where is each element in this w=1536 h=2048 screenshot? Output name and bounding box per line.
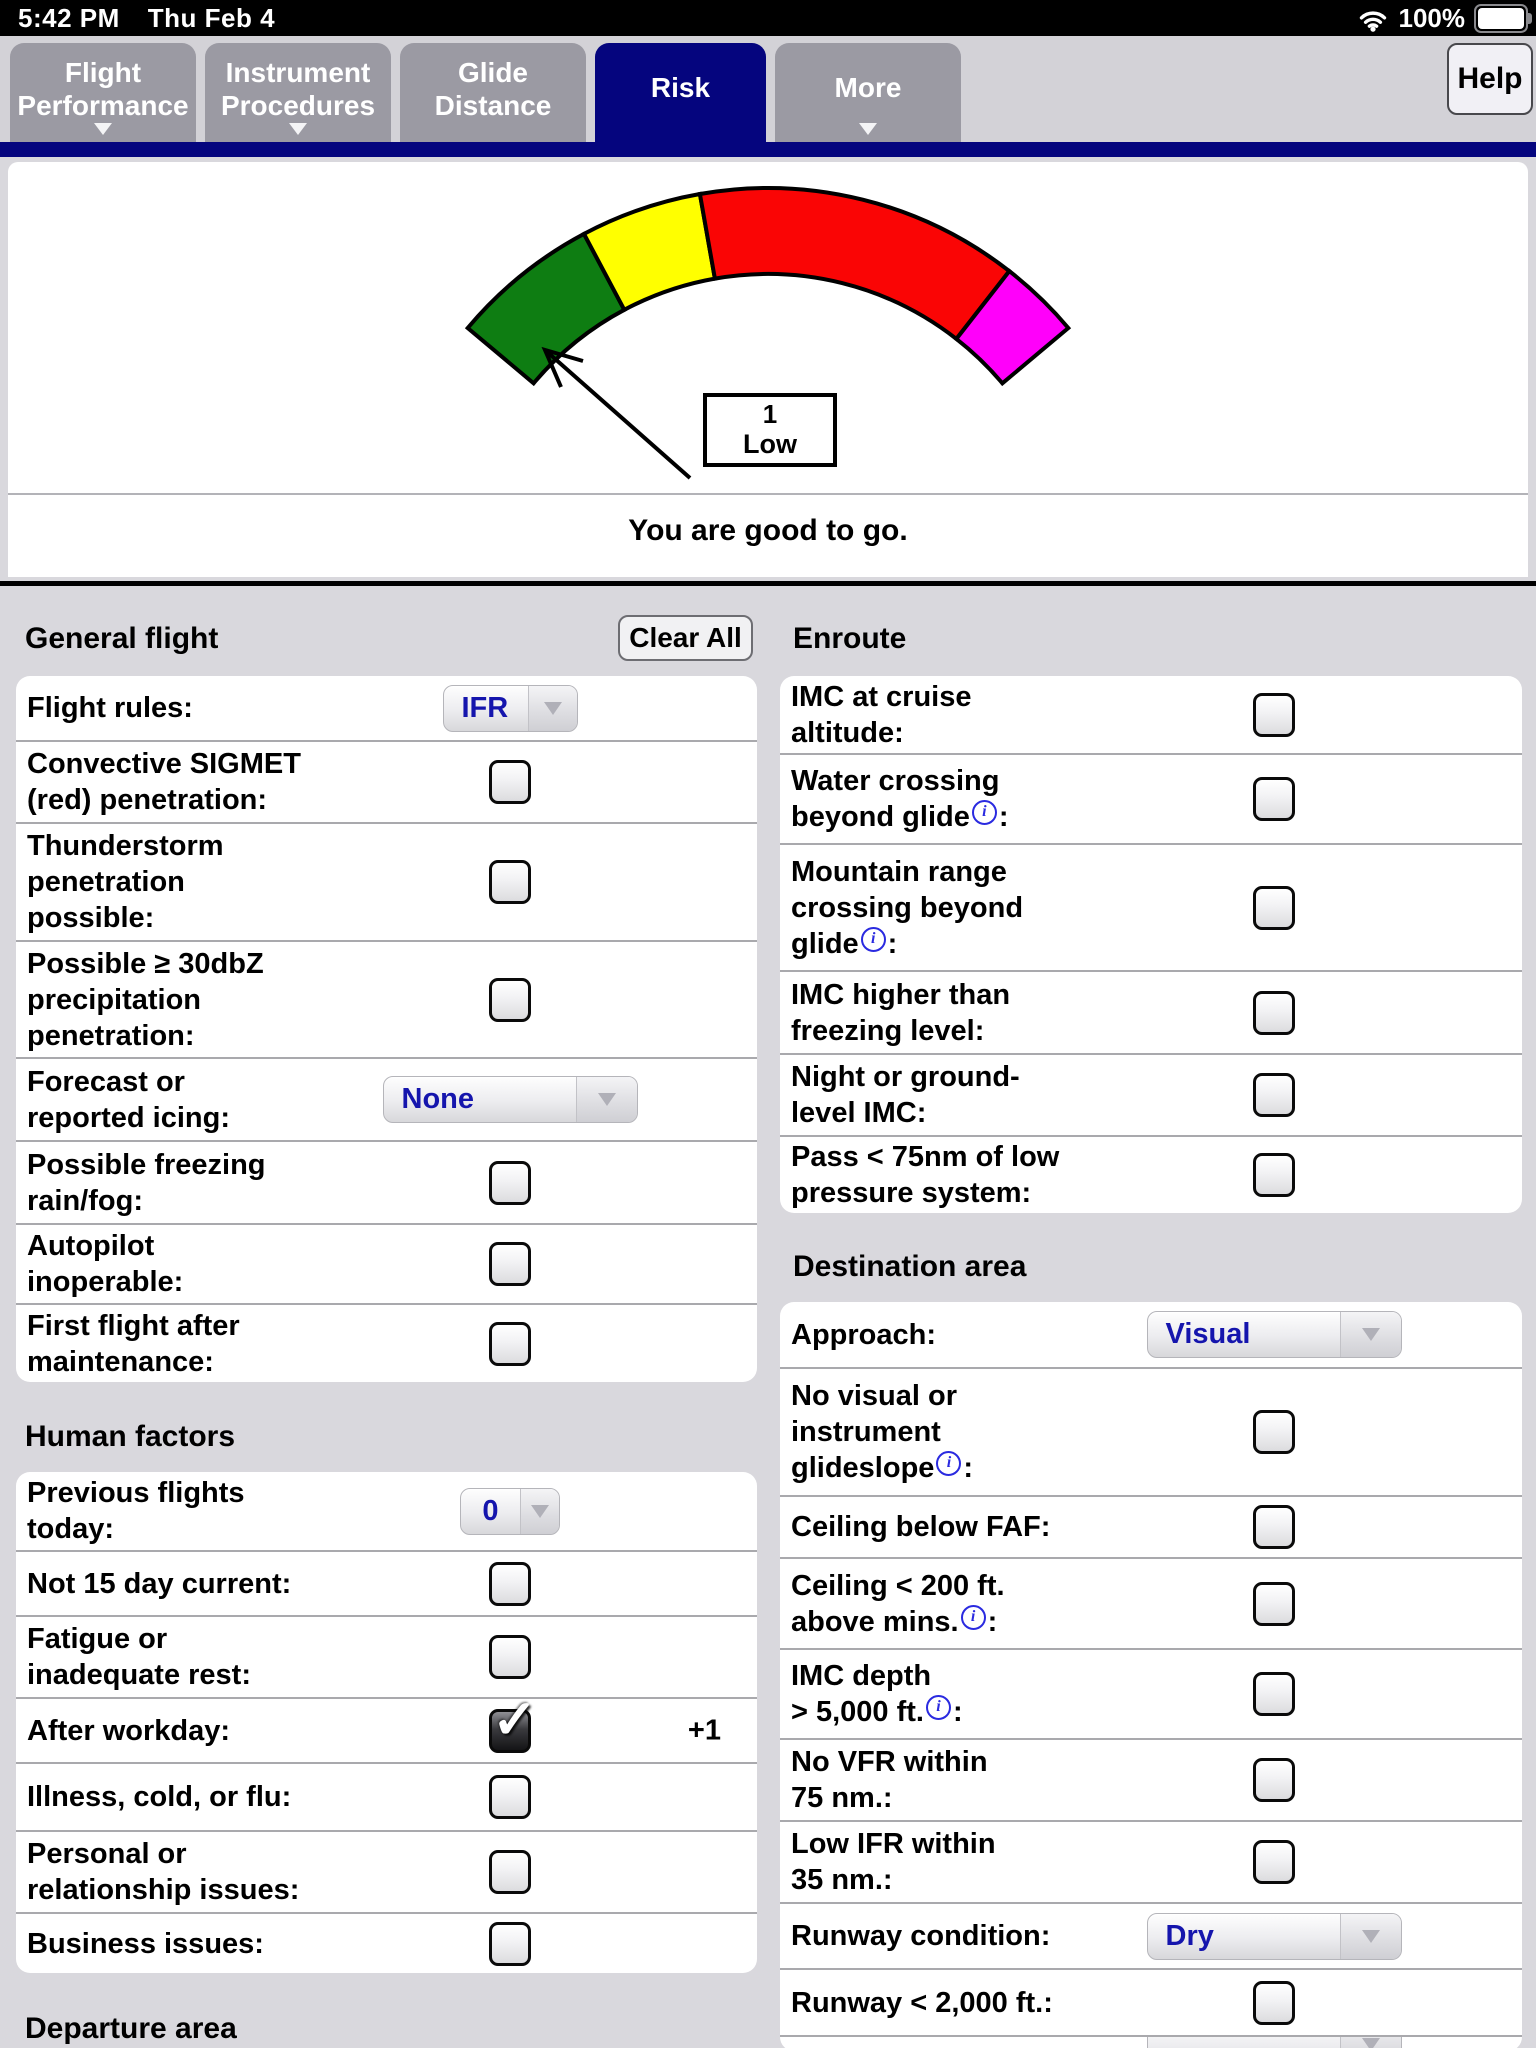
autopilot-checkbox[interactable] (489, 1242, 531, 1286)
chevron-down-icon (289, 123, 307, 135)
pass-75nm-of-low-checkbox[interactable] (1253, 1153, 1295, 1197)
row-label: IMC at cruise altitude: (791, 680, 972, 749)
row-label: Pass < 75nm of low pressure system: (791, 1141, 1060, 1209)
row-label: No visual or instrument glideslope i : (791, 1380, 974, 1484)
chevron-down-icon (1340, 2035, 1401, 2048)
row-approach (780, 1302, 1522, 1367)
clear-all-button[interactable]: Clear All (618, 615, 753, 661)
row-after-workday (16, 1689, 757, 1762)
chevron-down-icon (576, 1077, 637, 1122)
tab-bar (0, 36, 1536, 142)
row-label: Not 15 day current: (27, 1567, 292, 1600)
row-control-zone (360, 1635, 660, 1679)
chevron-down-icon (1340, 1312, 1401, 1357)
tab-label: Risk (650, 72, 711, 103)
row-autopilot (16, 1223, 757, 1303)
chevron-down-icon (94, 123, 112, 135)
tab-flight-performance[interactable] (10, 43, 196, 142)
points-badge: +1 (687, 1714, 721, 1746)
dropdown-value: 0 (482, 1494, 499, 1527)
personal-or-checkbox[interactable] (489, 1850, 531, 1894)
card-general-flight (16, 676, 757, 1382)
tab-label: Instrument Procedures (220, 57, 376, 121)
row-runway-2-000-ft (780, 1968, 1522, 2035)
row-label: Forecast or reported icing: (27, 1065, 231, 1134)
convective-sigmet-checkbox[interactable] (489, 760, 531, 804)
row-control-zone (360, 1322, 660, 1366)
row-night-or-ground (780, 1053, 1522, 1135)
row-label: Flight rules: (27, 692, 193, 724)
dropdown-value: Visual (1165, 1318, 1251, 1350)
imc-at-cruise-checkbox[interactable] (1253, 693, 1295, 737)
row-control-zone (360, 978, 660, 1022)
business-issues-checkbox[interactable] (489, 1922, 531, 1966)
section-heading-human-factors: Human factors (25, 1420, 236, 1453)
row-imc-depth (780, 1648, 1522, 1738)
row-pass-75nm-of-low (780, 1135, 1522, 1213)
imc-higher-than-checkbox[interactable] (1253, 991, 1295, 1035)
row-label: Ceiling below FAF: (791, 1511, 1051, 1543)
row-control-zone (1124, 1311, 1424, 1358)
row-control-zone (360, 1562, 660, 1606)
tab-risk[interactable] (595, 43, 766, 157)
risk-gauge-panel (8, 162, 1528, 577)
tab-label: More (834, 72, 902, 103)
tab-glide-distance[interactable] (400, 43, 586, 142)
risk-level-box (703, 393, 837, 467)
runway-condition-dropdown[interactable] (1147, 1913, 1402, 1960)
clock: 5:42 PM (18, 3, 120, 33)
section-heading-enroute: Enroute (793, 622, 907, 655)
status-date: Thu Feb 4 (147, 3, 276, 33)
row-label: IMC higher than freezing level: (791, 978, 1011, 1047)
row-control-zone (1124, 1410, 1424, 1454)
row-label: Thunderstorm penetration possible: (27, 830, 224, 934)
row-label: Approach: (791, 1318, 936, 1351)
previous-flights-dropdown[interactable] (460, 1488, 560, 1535)
chevron-down-icon (1340, 1914, 1401, 1959)
row-label: Water crossing beyond glide i : (791, 765, 1009, 833)
first-flight-after-checkbox[interactable] (489, 1322, 531, 1366)
row-label: Autopilot inoperable: (27, 1230, 184, 1298)
form-top-border (0, 581, 1536, 586)
info-icon[interactable]: i (972, 800, 997, 825)
row-label: No VFR within 75 nm.: (791, 1746, 988, 1814)
row-control-zone (360, 1488, 660, 1535)
mountain-range-checkbox[interactable] (1253, 886, 1295, 930)
flight-rules-dropdown[interactable] (443, 685, 578, 732)
row-control-zone (360, 1242, 660, 1286)
row-label: Convective SIGMET (red) penetration: (27, 748, 301, 816)
info-icon[interactable]: i (926, 1695, 951, 1720)
info-icon[interactable]: i (936, 1451, 961, 1476)
row-control-zone (1124, 1840, 1424, 1884)
row-control-zone (360, 1775, 660, 1819)
chevron-down-icon (859, 123, 877, 135)
row-mountain-range (780, 843, 1522, 970)
section-heading-departure-area: Departure area (25, 2012, 237, 2045)
row-convective-sigmet (16, 740, 757, 822)
row-imc-higher-than (780, 970, 1522, 1053)
row-illness-cold-or-flu (16, 1762, 757, 1830)
row-control-zone (360, 1076, 660, 1123)
risk-level-label: Low (743, 429, 797, 459)
row-not-15-day-current (16, 1550, 757, 1615)
row-flight-rules (16, 676, 757, 740)
row-imc-at-cruise (780, 676, 1522, 753)
row-control-zone (360, 1850, 660, 1894)
row-control-zone (1124, 1582, 1424, 1626)
row-label: IMC depth > 5,000 ft. i : (791, 1660, 963, 1728)
tab-more[interactable] (775, 43, 961, 142)
status-right (1356, 3, 1529, 34)
row-control-zone (1124, 1073, 1424, 1117)
water-crossing-checkbox[interactable] (1253, 777, 1295, 821)
row-control-zone (360, 685, 660, 732)
row-label: Previous flights today: (27, 1477, 245, 1545)
row-water-crossing (780, 753, 1522, 843)
tab-label: Flight Performance (17, 57, 189, 121)
row-label: Mountain range crossing beyond glide i : (791, 855, 1024, 960)
row-label: Business issues: (27, 1927, 264, 1960)
possible-freezing-checkbox[interactable] (489, 1161, 531, 1205)
row-control-zone (1124, 2035, 1424, 2048)
row-business-issues (16, 1912, 757, 1973)
status-left (18, 3, 303, 34)
row-label: Night or ground- level IMC: (791, 1061, 1020, 1129)
tab-underline (0, 142, 1536, 157)
tab-label: Glide Distance (434, 57, 552, 121)
ceiling-below-faf-checkbox[interactable] (1253, 1505, 1295, 1549)
row-label: Runway condition: (791, 1920, 1051, 1952)
battery-icon (1474, 4, 1528, 33)
row-label: After workday: (27, 1714, 231, 1747)
gauge-message: You are good to go. (628, 514, 908, 547)
low-ifr-within-checkbox[interactable] (1253, 1840, 1295, 1884)
row-label: Low IFR within 35 nm.: (791, 1828, 996, 1896)
after-workday-checkbox[interactable] (489, 1689, 538, 1753)
gauge-segment-high (700, 188, 1009, 339)
row-ceiling-below-faf (780, 1495, 1522, 1557)
checkmark-icon: ✓ (492, 1689, 538, 1750)
row-possible-30dbz (16, 940, 757, 1057)
row-control-zone (360, 1689, 660, 1753)
row-personal-or (16, 1830, 757, 1912)
dropdown-value: IFR (461, 691, 509, 724)
row-label: First flight after maintenance: (27, 1309, 240, 1378)
row-control-zone (360, 1161, 660, 1205)
row-label: Fatigue or inadequate rest: (27, 1623, 251, 1691)
row-label: Possible ≥ 30dbZ precipitation penetration: (27, 947, 264, 1052)
row-label: Illness, cold, or flu: (27, 1781, 292, 1813)
card-destination-area (780, 1302, 1522, 2048)
row-control-zone (1124, 1981, 1424, 2025)
row-possible-freezing (16, 1140, 757, 1223)
panel-divider (8, 493, 1528, 495)
illness-cold-or-flu-checkbox[interactable] (489, 1775, 531, 1819)
row-control-zone (1124, 1153, 1424, 1197)
wifi-icon (1356, 5, 1390, 32)
forecast-or-dropdown[interactable] (383, 1076, 638, 1123)
approach-dropdown[interactable] (1147, 1311, 1402, 1358)
row-control-zone (1124, 693, 1424, 737)
battery-percent: 100% (1398, 3, 1465, 33)
tab-instrument-procedures[interactable] (205, 43, 391, 142)
dropdown-value: None (401, 1083, 474, 1115)
row-label: Possible freezing rain/fog: (27, 1148, 266, 1217)
possible-30dbz-checkbox[interactable] (489, 978, 531, 1022)
row-runway-condition (780, 1902, 1522, 1968)
fatigue-or-checkbox[interactable] (489, 1635, 531, 1679)
row-control-zone (1124, 1913, 1424, 1960)
risk-value: 1 (762, 399, 778, 429)
row-control-zone (1124, 1758, 1424, 1802)
row-control-zone (1124, 777, 1424, 821)
row-low-ifr-within (780, 1820, 1522, 1902)
card-human-factors (16, 1472, 757, 1973)
row-control-zone (360, 860, 660, 904)
row-dropdown[interactable] (1147, 2035, 1402, 2048)
runway-2-000-ft-checkbox[interactable] (1253, 1981, 1295, 2025)
chevron-down-icon (520, 1489, 559, 1534)
chevron-down-icon (528, 686, 577, 731)
row-control-zone (1124, 1505, 1424, 1549)
status-bar (0, 0, 1536, 36)
thunderstorm-checkbox[interactable] (489, 860, 531, 904)
no-vfr-within-checkbox[interactable] (1253, 1758, 1295, 1802)
row-no-vfr-within (780, 1738, 1522, 1820)
row-control-zone (360, 760, 660, 804)
no-visual-or-checkbox[interactable] (1253, 1410, 1295, 1454)
row-forecast-or (16, 1057, 757, 1140)
info-icon[interactable]: i (961, 1605, 986, 1630)
night-or-ground-checkbox[interactable] (1253, 1073, 1295, 1117)
help-button[interactable]: Help (1447, 43, 1533, 115)
not-15-day-current-checkbox[interactable] (489, 1562, 531, 1606)
card-enroute (780, 676, 1522, 1213)
row-first-flight-after (16, 1303, 757, 1382)
row-label: Runway < 2,000 ft.: (791, 1986, 1053, 2019)
row-previous-flights (16, 1472, 757, 1550)
section-heading-destination-area: Destination area (793, 1250, 1027, 1283)
dropdown-value: Dry (1165, 1919, 1214, 1952)
row-label: Ceiling < 200 ft. above mins. i : (791, 1569, 1005, 1638)
row-label: Personal or relationship issues: (27, 1838, 300, 1906)
row-control-zone (360, 1922, 660, 1966)
row-thunderstorm (16, 822, 757, 940)
section-heading-general-flight: General flight (25, 622, 219, 655)
row-control-zone (1124, 1672, 1424, 1716)
row-control-zone (1124, 886, 1424, 930)
row-no-visual-or (780, 1367, 1522, 1495)
row-control-zone (1124, 991, 1424, 1035)
row-ceiling-200-ft (780, 1557, 1522, 1648)
imc-depth-checkbox[interactable] (1253, 1672, 1295, 1716)
row-row (780, 2035, 1522, 2048)
ceiling-200-ft-checkbox[interactable] (1253, 1582, 1295, 1626)
gauge-pointer-arrow (545, 350, 690, 478)
row-fatigue-or (16, 1615, 757, 1697)
info-icon[interactable]: i (861, 927, 886, 952)
